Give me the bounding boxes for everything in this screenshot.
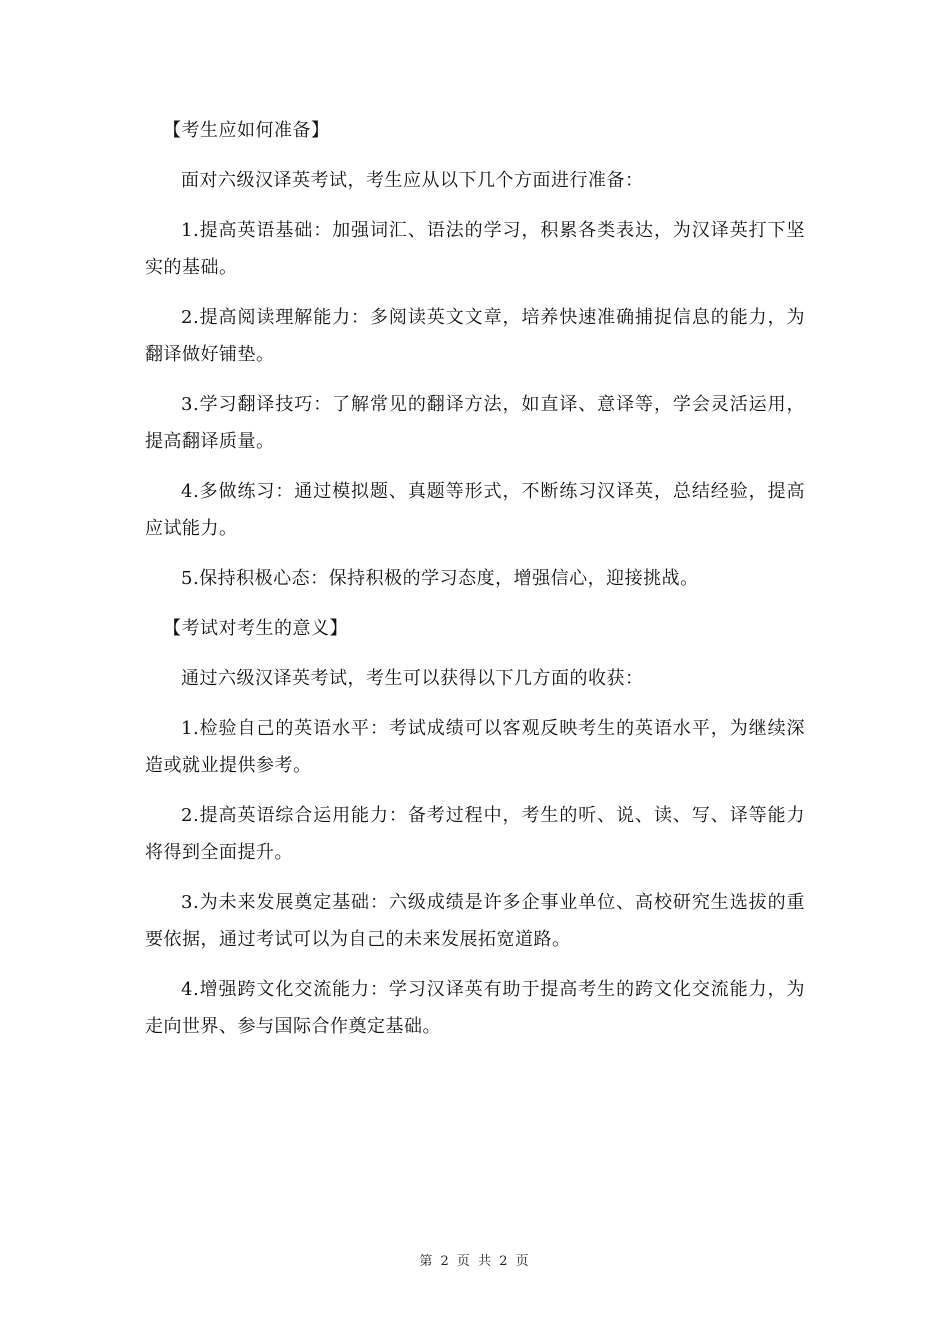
page-number-footer: 第 2 页 共 2 页 <box>419 1254 531 1269</box>
list-item: 2.提高阅读理解能力：多阅读英文文章，培养快速准确捕捉信息的能力，为翻译做好铺垫。 <box>145 307 805 365</box>
section-heading-significance: 【考试对考生的意义】 <box>163 618 348 639</box>
list-item: 1.检验自己的英语水平：考试成绩可以客观反映考生的英语水平，为继续深造或就业提供参考。 <box>145 718 805 776</box>
list-item: 3.为未来发展奠定基础：六级成绩是许多企事业单位、高校研究生选拔的重要依据，通过考试可以为自己的未来发展拓宽道路。 <box>145 892 805 950</box>
list-item: 2.提高英语综合运用能力：备考过程中，考生的听、说、读、写、译等能力将得到全面提升。 <box>145 805 805 863</box>
list-item: 4.多做练习：通过模拟题、真题等形式，不断练习汉译英，总结经验，提高应试能力。 <box>145 481 805 539</box>
list-item: 3.学习翻译技巧：了解常见的翻译方法，如直译、意译等，学会灵活运用，提高翻译质量。 <box>145 394 805 452</box>
list-item: 1.提高英语基础：加强词汇、语法的学习，积累各类表达，为汉译英打下坚实的基础。 <box>145 220 805 278</box>
section-heading-preparation: 【考生应如何准备】 <box>163 120 330 141</box>
section-intro: 通过六级汉译英考试，考生可以获得以下几方面的收获： <box>181 668 644 689</box>
list-item: 4.增强跨文化交流能力：学习汉译英有助于提高考生的跨文化交流能力，为走向世界、参与国际合作奠定基础。 <box>145 979 805 1037</box>
list-item: 5.保持积极心态：保持积极的学习态度，增强信心，迎接挑战。 <box>181 568 699 589</box>
document-body <box>145 112 805 1058</box>
section-intro: 面对六级汉译英考试，考生应从以下几个方面进行准备： <box>181 170 644 191</box>
